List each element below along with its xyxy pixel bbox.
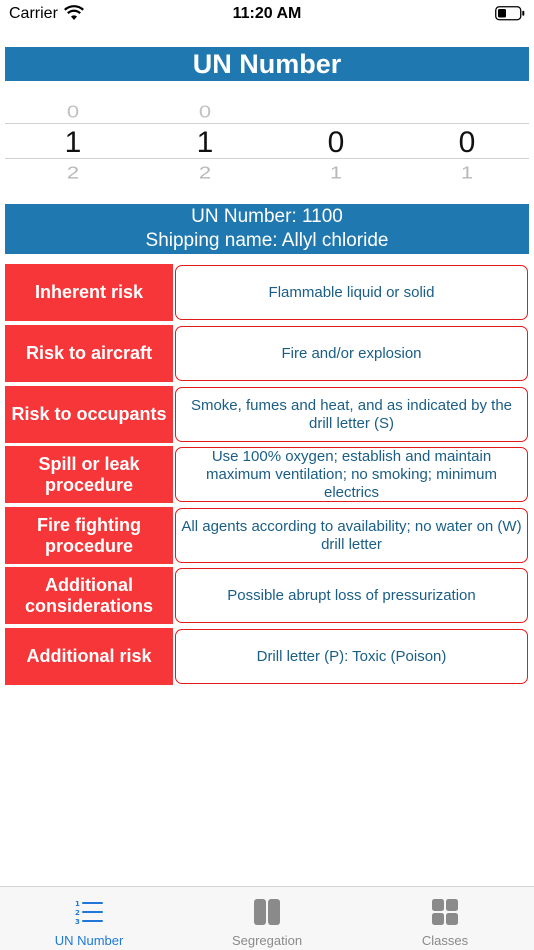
un-number-text: UN Number: 1100 (191, 206, 343, 227)
picker-column-1[interactable] (43, 96, 103, 186)
tab-label: Classes (421, 933, 469, 948)
picker-column-2[interactable] (175, 96, 235, 186)
row-risk-to-aircraft (5, 325, 529, 382)
un-number-picker[interactable] (5, 96, 529, 186)
picker-digit-next: 1 (329, 162, 343, 183)
picker-digit-prev: 0 (198, 101, 212, 122)
row-value: Drill letter (P): Toxic (Poison) (175, 629, 528, 684)
status-bar (0, 0, 534, 28)
row-spill-or-leak-procedure (5, 446, 529, 503)
svg-text:2: 2 (75, 909, 80, 917)
row-label: Inherent risk (5, 264, 173, 321)
picker-digit-next: 2 (66, 162, 80, 183)
two-panel-icon (253, 898, 281, 926)
picker-digit-selected: 0 (458, 126, 476, 159)
row-value: Fire and/or explosion (175, 326, 528, 381)
picker-digit-selected: 0 (327, 126, 345, 159)
tab-un-number[interactable] (0, 887, 178, 950)
row-value: Use 100% oxygen; establish and maintain maximum ventilation; no smoking; minimum electrics (175, 447, 528, 502)
row-label: Additional considerations (5, 567, 173, 624)
picker-digit-selected: 1 (196, 126, 214, 159)
picker-column-4[interactable] (437, 96, 497, 186)
four-grid-icon (431, 898, 459, 926)
row-label: Risk to aircraft (5, 325, 173, 382)
battery-icon (495, 6, 525, 21)
picker-digit-next: 2 (198, 162, 212, 183)
svg-text:1: 1 (75, 900, 80, 908)
carrier-label: Carrier (9, 5, 58, 22)
row-inherent-risk (5, 264, 529, 321)
row-label: Additional risk (5, 628, 173, 685)
svg-text:3: 3 (75, 918, 80, 926)
row-risk-to-occupants (5, 386, 529, 443)
tab-bar (0, 886, 534, 950)
row-additional-considerations (5, 567, 529, 624)
tab-classes[interactable] (356, 887, 534, 950)
un-info-banner (5, 204, 529, 254)
row-value: All agents according to availability; no water on (W) drill letter (175, 508, 528, 563)
picker-digit-selected: 1 (64, 126, 82, 159)
tab-label: UN Number (54, 933, 124, 948)
numbered-list-icon (75, 898, 103, 926)
row-label: Risk to occupants (5, 386, 173, 443)
row-additional-risk (5, 628, 529, 685)
picker-column-3[interactable] (306, 96, 366, 186)
row-value: Possible abrupt loss of pressurization (175, 568, 528, 623)
shipping-name-text: Shipping name: Allyl chloride (145, 230, 389, 251)
row-label: Spill or leak procedure (5, 446, 173, 503)
row-value: Flammable liquid or solid (175, 265, 528, 320)
row-fire-fighting-procedure (5, 507, 529, 564)
row-value: Smoke, fumes and heat, and as indicated by the drill letter (S) (175, 387, 528, 442)
picker-digit-next: 1 (460, 162, 474, 183)
tab-label: Segregation (231, 933, 303, 948)
page-title: UN Number (5, 47, 529, 81)
row-label: Fire fighting procedure (5, 507, 173, 564)
tab-segregation[interactable] (178, 887, 356, 950)
status-time: 11:20 AM (232, 5, 302, 22)
picker-digit-prev: 0 (66, 101, 80, 122)
